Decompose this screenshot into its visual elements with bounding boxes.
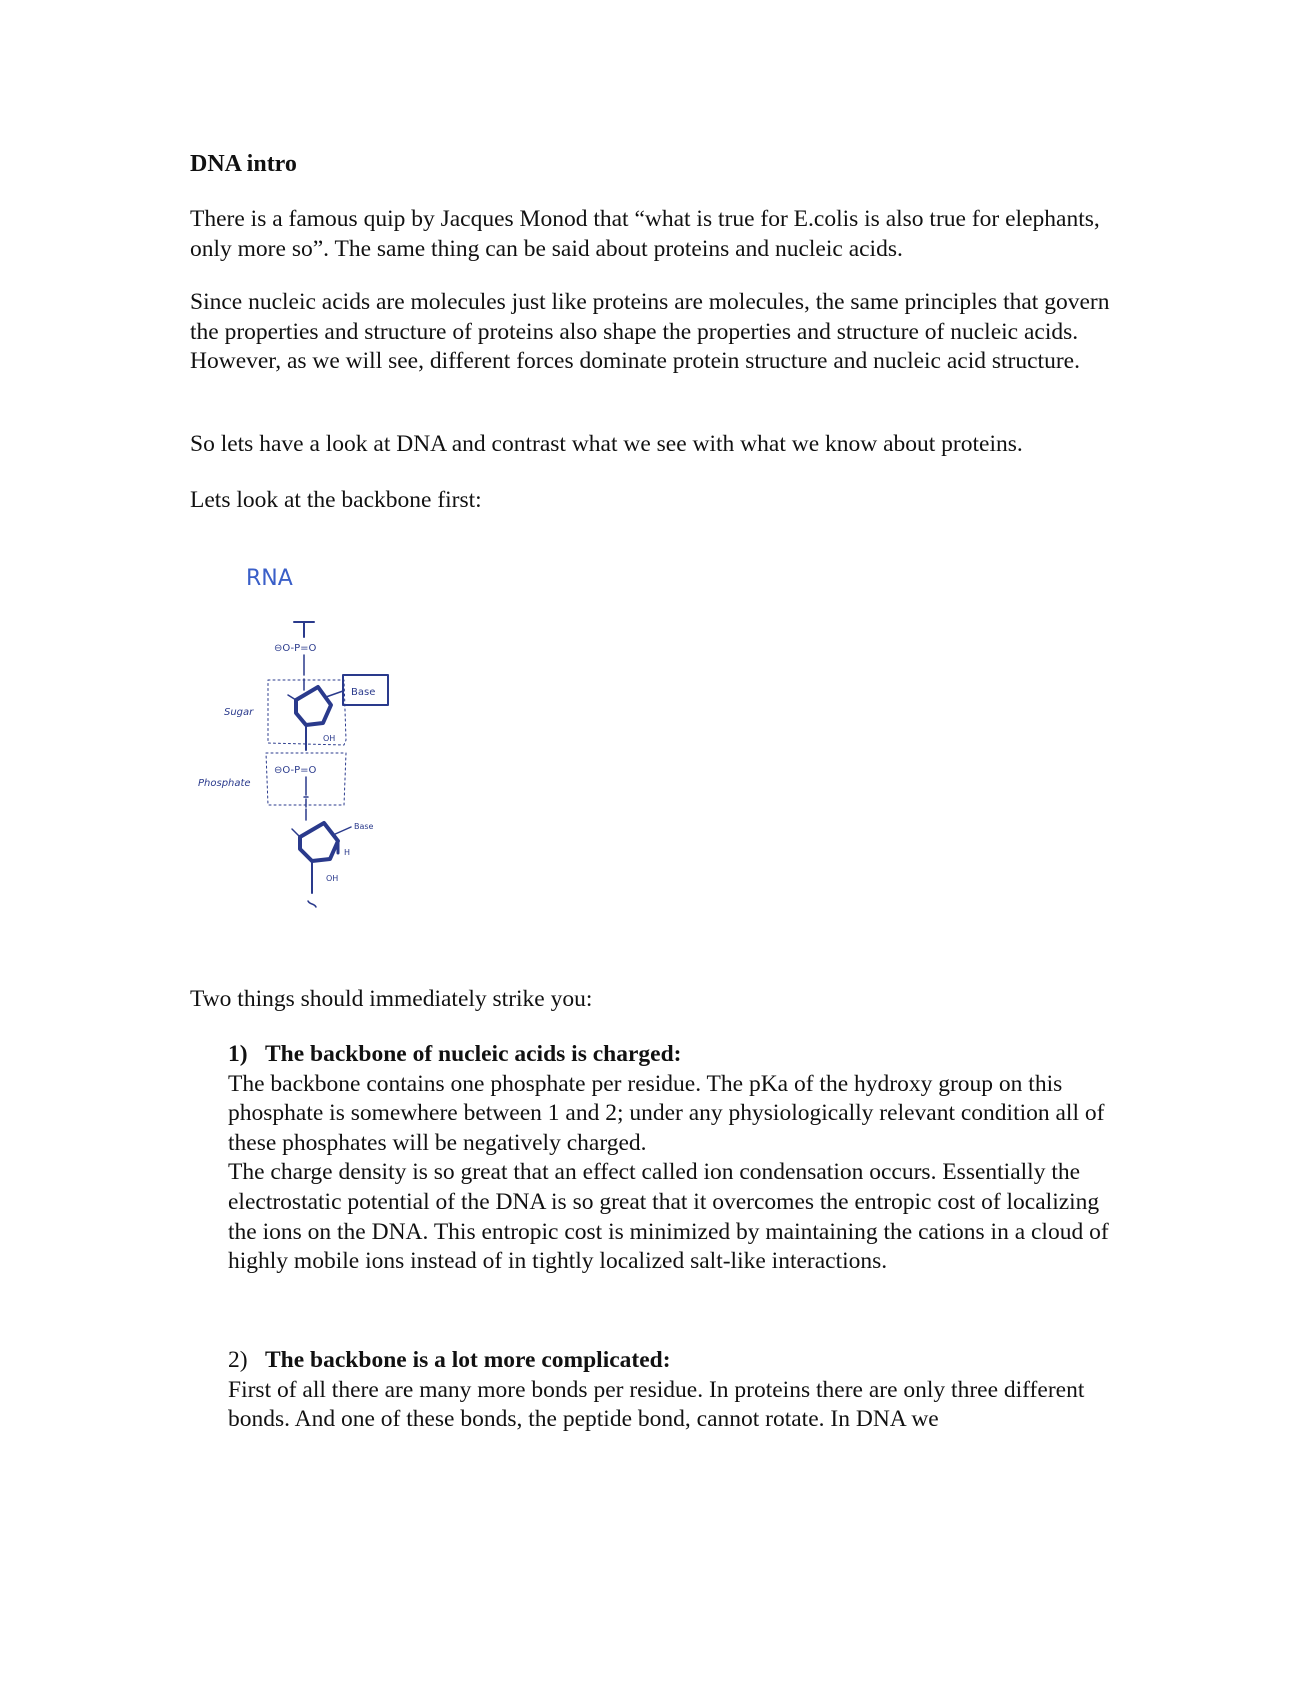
list-item-1-heading: The backbone of nucleic acids is charged:: [265, 1041, 682, 1067]
sugar-ring-2-bond: [292, 829, 300, 837]
list-item-1-number: 1): [228, 1041, 248, 1067]
list-item-2-body: First of all there are many more bonds per residue. In proteins there are only three different bonds. And one of these bonds, the peptide bond, cannot rotate. In DNA we: [228, 1376, 1085, 1433]
chain-end-tilde: [308, 901, 316, 907]
sugar-ring-1: [296, 687, 331, 725]
chain-top-line: [294, 622, 314, 637]
mid-phosphate-label: ⊖O-P=O: [274, 765, 317, 776]
sugar-ring-2: [300, 823, 338, 861]
list-item-1-body: The backbone contains one phosphate per residue. The pKa of the hydroxy group on this phosphate is somewhere between 1 and 2; under any physiologically relevant condition all of these phosphates will be negatively charged.: [228, 1070, 1105, 1156]
base-box-label: Base: [351, 687, 376, 698]
oh-label: OH: [323, 734, 336, 743]
list-item-2-heading: The backbone is a lot more complicated:: [265, 1347, 671, 1373]
phosphate-label: Phosphate: [198, 778, 251, 789]
oh-label-2: OH: [326, 874, 339, 883]
rna-backbone-sketch: [196, 565, 426, 975]
h-label: H: [344, 848, 351, 857]
list-item-complicated-backbone: [228, 1346, 1118, 1435]
base-bond-2: [333, 827, 351, 835]
top-phosphate-label: ⊖O-P=O: [274, 643, 317, 654]
rna-label: RNA: [246, 566, 293, 591]
paragraph-nucleic-acids-principles: Since nucleic acids are molecules just like proteins are molecules, the same principles that govern the properties and structure of proteins also shape the properties and structure of nucleic acids. However, as we will see, different forces dominate protein structure and nucleic acid structure.: [190, 289, 1110, 375]
rna-backbone-drawing: [196, 565, 426, 975]
paragraph-backbone-first: Lets look at the backbone first:: [190, 487, 482, 513]
base-bond-1: [326, 691, 343, 697]
paragraph-two-things: Two things should immediately strike you:: [190, 986, 593, 1012]
list-item-2-heading-row: [228, 1346, 1118, 1376]
chain-link-3: [304, 777, 308, 807]
sugar-label: Sugar: [224, 707, 254, 718]
list-item-1-body-2: The charge density is so great that an effect called ion condensation occurs. Essentially the electrostatic potential of the DNA is so great that it overcomes the entropic cost of localizing the ions on the DNA. This entropic cost is minimized by maintaining the cations in a cloud of highly mobile ions instead of in tightly localized salt-like interactions.: [228, 1159, 1109, 1275]
sugar-ring-1-bond: [288, 695, 296, 700]
base-label: Base: [354, 822, 374, 831]
paragraph-contrast-proteins: So lets have a look at DNA and contrast what we see with what we know about proteins.: [190, 431, 1023, 457]
list-item-charged-backbone: [228, 1040, 1118, 1277]
document-title: DNA intro: [190, 151, 297, 177]
list-item-1-heading-row: [228, 1040, 1118, 1070]
paragraph-monod-quip: There is a famous quip by Jacques Monod that “what is true for E.colis is also true for elephants, only more so”. The same thing can be said about proteins and nucleic acids.: [190, 206, 1100, 262]
list-item-2-number: 2): [228, 1347, 248, 1373]
